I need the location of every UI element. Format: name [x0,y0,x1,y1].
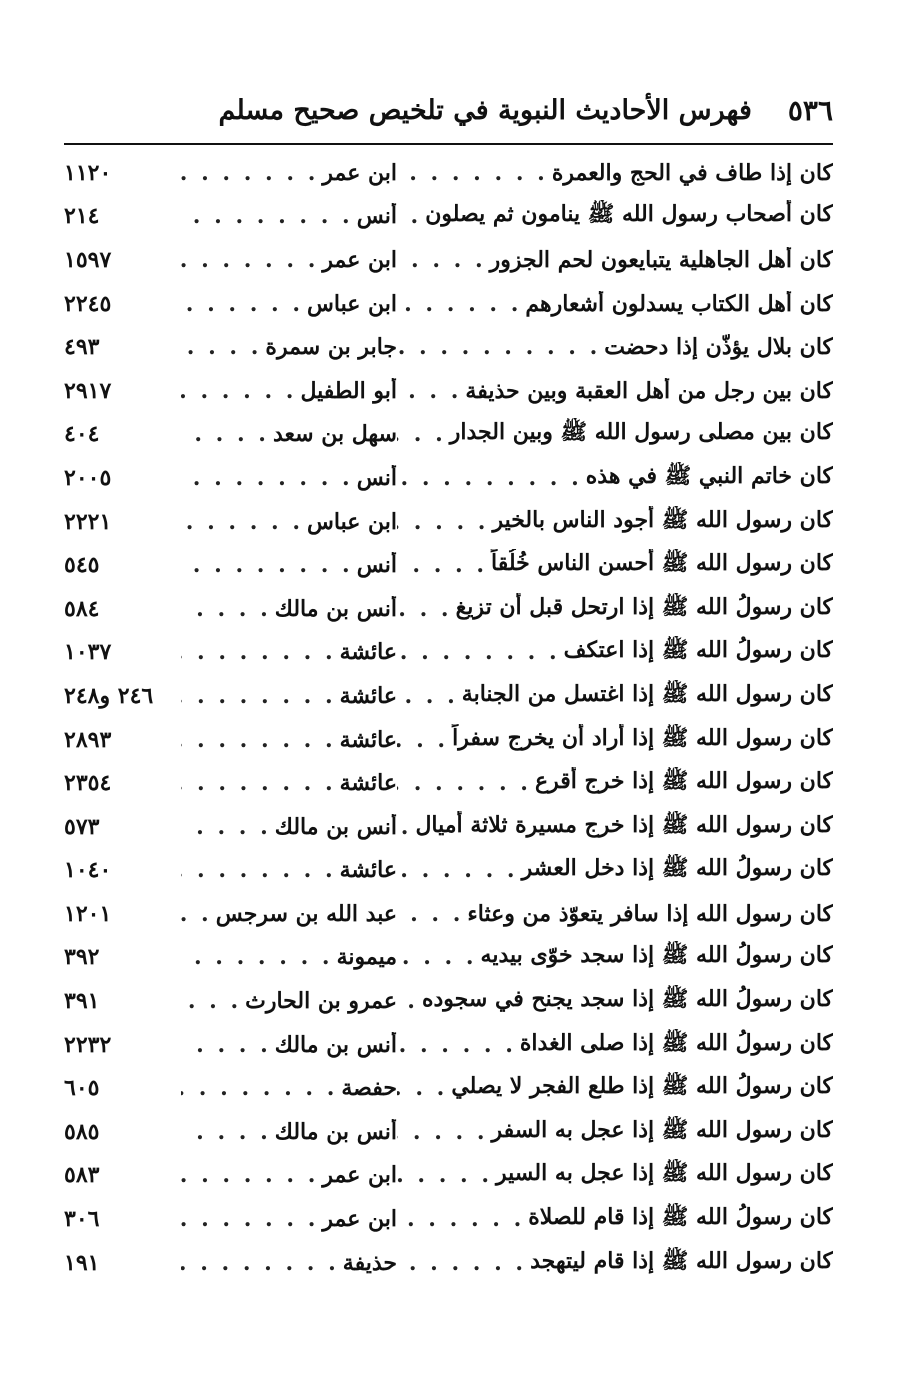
index-entry [64,1066,833,1110]
hadith-number: ٢٢٢١ [64,508,112,535]
hadith-cell [397,854,833,886]
leader-dots [397,944,477,970]
leader-dots [397,421,446,447]
narrator-cell [181,247,397,273]
hadith-cell [397,506,833,538]
hadith-cell [397,985,833,1017]
hadith-cell [397,636,833,668]
narrator-cell [181,944,397,970]
narrator-name: حذيفة [342,1249,397,1276]
leader-dots [181,1032,271,1058]
narrator-name: أنس بن مالك [274,1118,397,1145]
leader-dots [397,1250,526,1276]
leader-dots [397,247,486,273]
hadith-number: ٥٨٥ [64,1118,100,1145]
hadith-text: كان رسول الله ﷺ إذا قام ليتهجد [530,1247,833,1274]
narrator-cell [181,1206,397,1232]
leader-dots [397,1206,524,1232]
index-entry [64,369,833,413]
leader-dots [181,596,271,622]
leader-dots [181,509,303,535]
hadith-text: كان رسول الله ﷺ إذا عجل به السير [496,1160,833,1187]
index-entry [64,979,833,1023]
hadith-cell [397,941,833,973]
index-entry [64,936,833,980]
leader-dots [397,160,548,186]
hadith-number: ١١٢٠ [64,159,112,186]
leader-dots [397,988,418,1014]
hadith-text: كان رسولُ الله ﷺ إذا طلع الفجر لا يصلي [451,1073,833,1100]
narrator-cell [181,770,397,796]
running-title: فهرس الأحاديث النبوية في تلخيص صحيح مسلم [218,94,752,126]
hadith-text: كان رسول الله ﷺ إذا اغتسل من الجنابة [461,680,833,707]
hadith-text: كان أهل الكتاب يسدلون أشعارهم [525,290,833,317]
narrator-cell [181,1119,397,1145]
hadith-text: كان بين رجل من أهل العقبة وبين حذيفة [465,377,833,404]
narrator-name: جابر بن سمرة [265,334,397,361]
narrator-cell [181,203,397,229]
hadith-number: ٢٨٩٣ [64,726,112,753]
leader-dots [181,378,296,404]
leader-dots [181,727,336,753]
leader-dots [181,1250,339,1276]
hadith-text: كان رسولُ الله ﷺ إذا ارتحل قبل أن تزيغ [455,593,833,620]
index-entry [64,805,833,849]
hadith-text: كان خاتم النبي ﷺ في هذه [585,462,833,489]
narrator-cell [181,160,397,186]
leader-dots [397,814,411,840]
narrator-cell [181,552,397,578]
leader-dots [181,901,212,927]
hadith-cell [397,334,833,360]
hadith-cell [397,462,833,494]
hadith-cell [397,1203,833,1235]
index-entry [64,631,833,675]
leader-dots [181,334,261,360]
index-entry [64,587,833,631]
hadith-number: ١٩١ [64,1249,100,1276]
narrator-name: عائشة [339,726,397,753]
hadith-cell [397,1116,833,1148]
narrator-name: ابن عمر [322,1206,397,1233]
index-entry [64,1197,833,1241]
page-number: ٥٣٦ [787,93,833,127]
narrator-cell [181,1075,397,1101]
page-header [64,88,833,132]
hadith-cell [397,811,833,843]
hadith-text: كان رسول الله ﷺ إذا خرج مسيرة ثلاثة أميال [415,811,833,838]
hadith-cell [397,378,833,404]
narrator-name: أبو الطفيل [300,377,397,404]
hadith-text: كان بين مصلى رسول الله ﷺ وبين الجدار [449,419,833,446]
index-entry [64,500,833,544]
narrator-cell [181,291,397,317]
hadith-text: كان إذا طاف في الحج والعمرة [551,159,833,186]
leader-dots [181,552,353,578]
hadith-cell [397,901,833,927]
leader-dots [181,944,333,970]
hadith-number: ٢٠٠٥ [64,464,112,491]
leader-dots [181,988,241,1014]
narrator-cell [181,1250,397,1276]
hadith-text: كان رسولُ الله ﷺ إذا سجد يجنح في سجوده [421,986,833,1013]
hadith-cell [397,680,833,712]
index-entry [64,325,833,369]
leader-dots [181,683,336,709]
narrator-name: عائشة [339,682,397,709]
narrator-name: سهل بن سعد [272,421,397,448]
hadith-number: ٤٠٤ [64,421,100,448]
hadith-text: كان رسولُ الله ﷺ إذا اعتكف [563,637,833,664]
leader-dots [397,465,582,491]
leader-dots [181,639,336,665]
hadith-cell [397,200,833,232]
hadith-number: ٣٠٦ [64,1206,100,1233]
leader-dots [181,1162,318,1188]
index-entry [64,151,833,195]
leader-dots [397,596,452,622]
narrator-cell [181,465,397,491]
hadith-cell [397,160,833,186]
leader-dots [181,814,271,840]
index-entry [64,761,833,805]
narrator-name: عائشة [339,639,397,666]
hadith-text: كان رسول الله ﷺ أحسن الناس خُلُقاً [491,550,833,577]
narrator-name: ميمونة [336,944,397,971]
narrator-name: أنس بن مالك [274,595,397,622]
leader-dots [397,639,560,665]
leader-dots [397,509,488,535]
hadith-text: كان رسولُ الله ﷺ إذا صلى الغداة [519,1029,833,1056]
index-entry [64,413,833,457]
narrator-name: أنس [356,464,397,491]
narrator-name: عمرو بن الحارث [245,988,397,1015]
hadith-index-list [64,151,833,1284]
narrator-name: أنس بن مالك [274,813,397,840]
hadith-cell [397,549,833,581]
hadith-cell [397,1159,833,1191]
leader-dots [397,727,448,753]
index-entry [64,1241,833,1285]
leader-dots [181,247,318,273]
hadith-cell [397,1072,833,1104]
leader-dots [397,1162,492,1188]
hadith-text: كان رسول الله ﷺ إذا عجل به السفر [491,1116,833,1143]
hadith-number: ٣٩١ [64,988,100,1015]
leader-dots [397,901,463,927]
hadith-number: ٢٢٣٢ [64,1031,112,1058]
index-entry [64,456,833,500]
hadith-text: كان رسول الله ﷺ إذا أراد أن يخرج سفراً [452,724,833,751]
leader-dots [397,770,531,796]
hadith-number: ١٠٤٠ [64,857,112,884]
narrator-name: عبد الله بن سرجس [215,900,397,927]
hadith-cell [397,418,833,450]
hadith-cell [397,1029,833,1061]
leader-dots [181,203,353,229]
hadith-number: ٥٤٥ [64,552,100,579]
leader-dots [181,291,303,317]
hadith-text: كان رسول الله ﷺ أجود الناس بالخير [492,506,833,533]
narrator-name: أنس [356,203,397,230]
narrator-name: حفصة [341,1075,397,1102]
index-entry [64,1110,833,1154]
hadith-number: ٢٤٦ و٢٤٨ [64,682,154,709]
hadith-text: كان أهل الجاهلية يتبايعون لحم الجزور [489,246,833,273]
narrator-cell [181,421,397,447]
narrator-name: ابن عمر [322,1162,397,1189]
hadith-number: ٦٠٥ [64,1075,100,1102]
hadith-cell [397,247,833,273]
hadith-text: كان رسول الله ﷺ إذا خرج أقرع [534,768,833,795]
narrator-cell [181,988,397,1014]
hadith-text: كان بلال يؤذّن إذا دحضت [604,334,833,361]
index-entry [64,674,833,718]
leader-dots [397,291,521,317]
hadith-number: ٢٢٤٥ [64,290,112,317]
narrator-cell [181,596,397,622]
leader-dots [181,1206,318,1232]
index-entry [64,195,833,239]
leader-dots [397,683,458,709]
leader-dots [397,1119,488,1145]
hadith-number: ١٢٠١ [64,900,112,927]
narrator-name: ابن عباس [307,508,397,535]
index-entry [64,1023,833,1067]
hadith-number: ٥٨٣ [64,1162,100,1189]
narrator-cell [181,639,397,665]
leader-dots [397,1075,447,1101]
hadith-cell [397,724,833,756]
hadith-text: كان رسولُ الله ﷺ إذا دخل العشر [521,855,833,882]
hadith-number: ٣٩٢ [64,944,100,971]
hadith-number: ٤٩٣ [64,334,100,361]
leader-dots [397,203,421,229]
index-entry [64,1154,833,1198]
hadith-cell [397,593,833,625]
narrator-cell [181,814,397,840]
leader-dots [397,378,461,404]
hadith-cell [397,767,833,799]
narrator-cell [181,378,397,404]
narrator-cell [181,901,397,927]
narrator-cell [181,509,397,535]
narrator-cell [181,1162,397,1188]
hadith-number: ٢١٤ [64,203,100,230]
hadith-number: ٥٧٣ [64,813,100,840]
narrator-cell [181,683,397,709]
narrator-name: ابن عمر [322,246,397,273]
leader-dots [181,160,318,186]
header-rule [64,143,833,145]
hadith-number: ٢٩١٧ [64,377,112,404]
index-entry [64,238,833,282]
hadith-text: كان رسولُ الله ﷺ إذا قام للصلاة [528,1204,833,1231]
leader-dots [397,1032,516,1058]
hadith-cell [397,1247,833,1279]
hadith-text: كان رسولُ الله ﷺ إذا سجد خوّى بيديه [480,942,833,969]
hadith-number: ١٠٣٧ [64,639,112,666]
hadith-text: كان رسول الله إذا سافر يتعوّذ من وعثاء [467,900,833,927]
leader-dots [181,770,336,796]
leader-dots [181,857,336,883]
hadith-text: كان أصحاب رسول الله ﷺ ينامون ثم يصلون [425,201,833,228]
narrator-cell [181,727,397,753]
leader-dots [181,1119,271,1145]
leader-dots [181,1075,337,1101]
narrator-cell [181,857,397,883]
narrator-name: أنس [356,552,397,579]
leader-dots [181,421,269,447]
leader-dots [397,552,487,578]
leader-dots [397,334,600,360]
narrator-cell [181,1032,397,1058]
index-entry [64,849,833,893]
narrator-cell [181,334,397,360]
hadith-number: ١٥٩٧ [64,246,112,273]
index-entry [64,543,833,587]
index-entry [64,718,833,762]
hadith-number: ٥٨٤ [64,595,100,622]
narrator-name: ابن عباس [307,290,397,317]
narrator-name: ابن عمر [322,159,397,186]
index-entry [64,892,833,936]
narrator-name: عائشة [339,770,397,797]
narrator-name: أنس بن مالك [274,1031,397,1058]
leader-dots [397,857,518,883]
hadith-number: ٢٣٥٤ [64,770,112,797]
leader-dots [181,465,353,491]
narrator-name: عائشة [339,857,397,884]
index-entry [64,282,833,326]
hadith-cell [397,291,833,317]
